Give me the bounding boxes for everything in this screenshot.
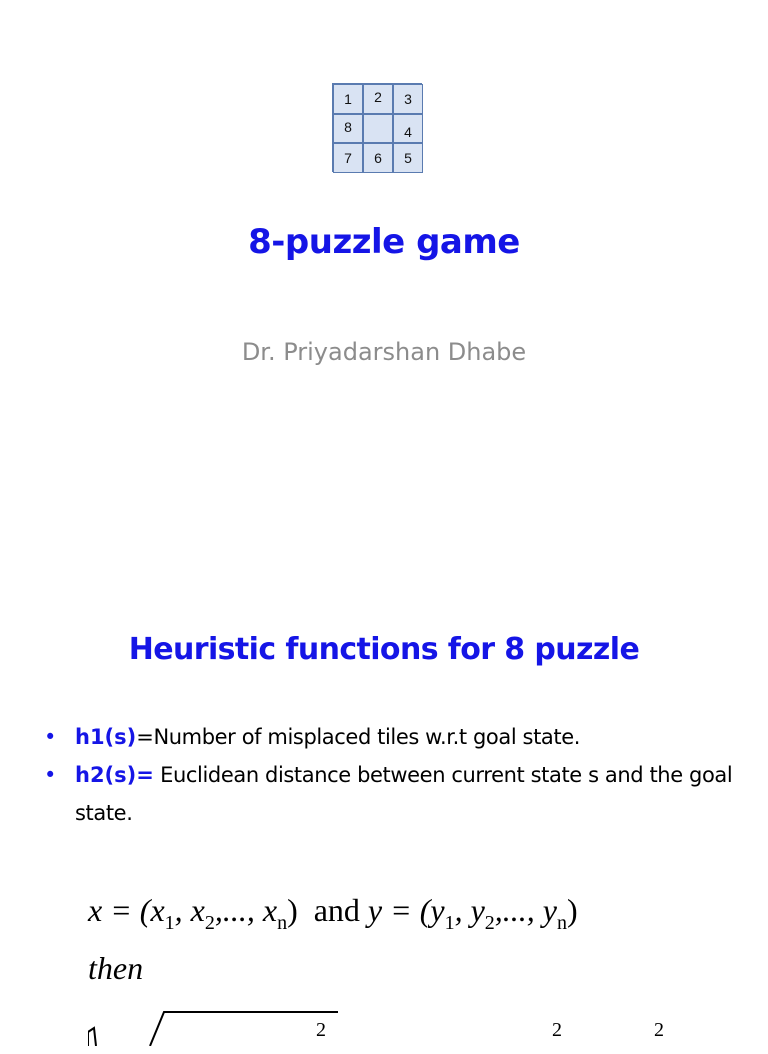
subscript: n: [556, 912, 567, 934]
x-vector-mid: , x: [174, 892, 205, 928]
bullet-list: [44, 718, 744, 832]
slide-title: 8-puzzle game: [248, 222, 520, 262]
x-vector-start: x = (x: [88, 892, 165, 928]
y-vector-tail: ,..., y: [494, 892, 557, 928]
vector-equation: [88, 892, 578, 935]
then-word: then: [88, 950, 144, 986]
bullet-key: h1(s): [75, 725, 137, 749]
y-vector-start: y = (y: [367, 892, 445, 928]
puzzle-tile: 4: [393, 114, 423, 143]
svg-text:2: 2: [316, 1019, 326, 1041]
svg-text:2: 2: [654, 1019, 664, 1041]
bullet-text: =Number of misplaced tiles w.r.t goal state.: [136, 725, 581, 749]
y-vector-end: ): [566, 892, 578, 928]
puzzle-blank-tile: [363, 114, 393, 143]
subscript: 1: [444, 912, 455, 934]
x-vector-end: ): [287, 892, 298, 928]
distance-formula-partial: [88, 1006, 688, 1054]
heuristics-slide: [0, 560, 768, 1041]
bullet-icon: •: [44, 763, 57, 787]
y-vector-mid: , y: [454, 892, 485, 928]
slide-heading: Heuristic functions for 8 puzzle: [128, 632, 640, 667]
puzzle-tile: 5: [393, 143, 423, 173]
bullet-key: h2(s)=: [75, 763, 154, 787]
puzzle-tile: 7: [333, 143, 363, 173]
author-name: Dr. Priyadarshan Dhabe: [241, 338, 527, 366]
and-word: and: [313, 892, 360, 928]
puzzle-grid: [332, 83, 422, 172]
x-vector-tail: ,..., x: [214, 892, 278, 928]
bullet-item: [44, 756, 744, 832]
subscript: 1: [164, 912, 175, 934]
puzzle-tile: 8: [333, 114, 363, 143]
bullet-icon: •: [44, 725, 57, 749]
puzzle-tile: 1: [333, 84, 363, 114]
puzzle-tile: 3: [393, 84, 423, 114]
puzzle-tile: 2: [363, 84, 393, 114]
bullet-text: Euclidean distance between current state s and the goal state.: [75, 763, 733, 825]
subscript: n: [277, 912, 288, 934]
bullet-item: [44, 718, 744, 756]
subscript: 2: [204, 912, 215, 934]
puzzle-tile: 6: [363, 143, 393, 173]
formula-cropped-glyphs: [88, 1006, 688, 1046]
subscript: 2: [484, 912, 495, 934]
svg-text:2: 2: [552, 1019, 562, 1041]
